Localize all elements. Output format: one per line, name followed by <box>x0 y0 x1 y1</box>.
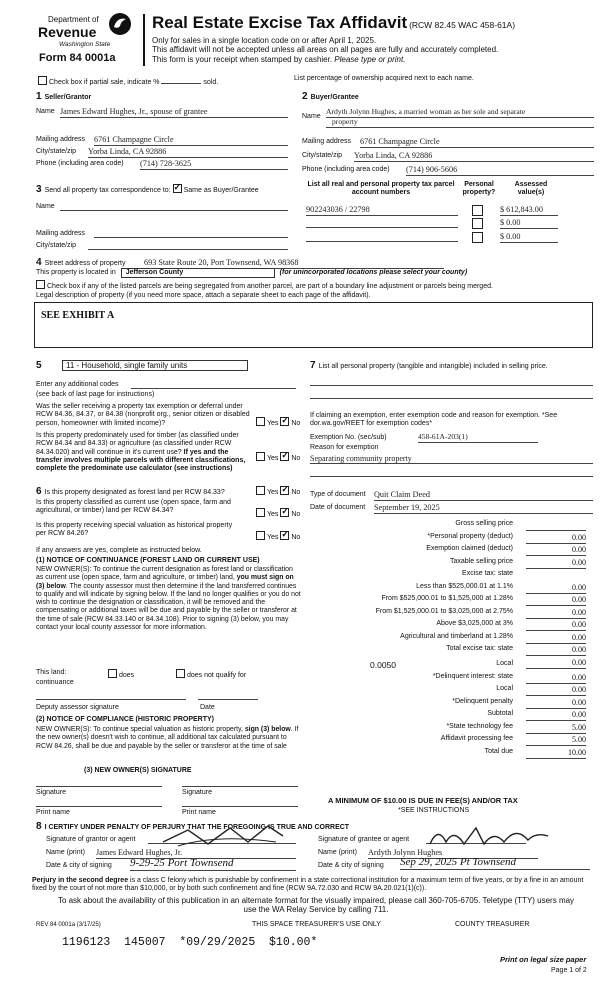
buyer-name-label: Name <box>302 113 321 120</box>
form-statute: (RCW 82.45 WAC 458-61A) <box>409 20 516 30</box>
q-timber-text <box>36 432 251 473</box>
doc-type-field[interactable]: Quit Claim Deed <box>374 490 593 501</box>
calc-label: *Personal property (deduct) <box>427 532 513 540</box>
calc-label: Agricultural and timberland at 1.28% <box>400 632 513 640</box>
seller-name-row <box>36 108 288 116</box>
parcel-number-3[interactable] <box>306 232 458 242</box>
seller-heading-text: Seller/Grantor <box>44 94 92 101</box>
personal-header: Personal property? <box>462 181 496 197</box>
section-3-number: 3 <box>36 184 42 195</box>
doc-date-label: Date of document <box>310 504 366 511</box>
doc-type-label: Type of document <box>310 491 366 498</box>
header-note-1: Only for sales in a single location code on or after April 1, 2025. <box>152 36 377 45</box>
ownership-instruction: List percentage of ownership acquired next to each name. <box>294 75 474 82</box>
calc-row-processing-fee <box>310 735 593 748</box>
form-title: Real Estate Excise Tax Affidavit <box>152 13 408 32</box>
notice-compliance-title: (2) NOTICE OF COMPLIANCE (HISTORIC PROPERTY) <box>36 716 214 723</box>
owner-print-line-2[interactable] <box>182 806 298 807</box>
tax-calculation <box>310 520 593 760</box>
see-instructions-note: *SEE INSTRUCTIONS <box>398 807 470 814</box>
q-current-use-no-checkbox[interactable] <box>280 508 289 517</box>
calc-label: Total due <box>484 747 513 755</box>
owner-print-label-1: Print name <box>36 809 70 816</box>
section-6-number: 6 <box>36 486 42 497</box>
buyer-name-field[interactable]: Ardyth Jolynn Hughes, a married woman as her sole and separate <box>326 108 594 118</box>
header-note-3-italic: Please type or print. <box>334 55 406 64</box>
calc-value[interactable]: 0.00 <box>526 608 586 619</box>
corr-city-field[interactable] <box>88 249 288 250</box>
seller-city-field[interactable]: Yorba Linda, CA 92886 <box>88 147 288 158</box>
grantor-sig-label: Signature of grantor or agent <box>46 836 136 843</box>
calc-label: Taxable selling price <box>449 557 513 565</box>
this-land-row <box>36 669 302 677</box>
section-2-number: 2 <box>302 91 308 102</box>
does-option <box>108 669 134 680</box>
does-label: does <box>119 672 135 679</box>
seller-name-label: Name <box>36 108 55 115</box>
grantor-signature-icon <box>158 822 288 850</box>
section-3-heading <box>36 184 259 196</box>
assessed-value-1[interactable]: $ 612,843.00 <box>500 205 558 216</box>
dept-line2: Revenue <box>38 24 97 40</box>
calc-row-delinquent-state <box>310 673 593 686</box>
q-forest-no-checkbox[interactable] <box>280 486 289 495</box>
q-forest-text: Is this property designated as forest land per RCW 84.33? <box>44 489 225 496</box>
additional-codes-row <box>36 381 296 389</box>
grantor-date-label: Date & city of signing <box>46 862 112 869</box>
cashier-stamp: 1196123 145007 *09/29/2025 $10.00* <box>62 936 318 949</box>
parcel-header: List all real and personal property tax parcel account numbers <box>307 181 455 197</box>
section-7-text: List all personal property (tangible and intangible) included in selling price. <box>318 363 548 370</box>
legal-description-label: Legal description of property (if you need more space, attach a separate sheet to each page of the affidavit). <box>36 292 371 299</box>
q-historic <box>36 522 300 539</box>
dept-line3: Washington State <box>59 41 111 48</box>
grantor-sig-row <box>46 836 296 844</box>
grantee-name-label: Name (print) <box>318 849 357 856</box>
buyer-city-row <box>302 152 594 160</box>
perjury-bold: Perjury in the second degree <box>32 877 129 884</box>
title-row <box>152 13 515 33</box>
calc-label: *State technology fee <box>446 722 513 730</box>
q-current-use-text: Is this property classified as current use (open space, farm and agricultural, or timber) land per RCW 84.34? <box>36 499 231 515</box>
grantor-date-field[interactable]: 9-29-25 Port Townsend <box>130 857 296 871</box>
treasurer-use-only: THIS SPACE TREASURER'S USE ONLY <box>252 921 381 928</box>
seller-city-row <box>36 148 288 156</box>
q-historic-yes-checkbox[interactable] <box>256 531 265 540</box>
section-7 <box>310 360 590 372</box>
owner-sig-line-1[interactable] <box>36 786 162 787</box>
q-current-use-answers <box>256 508 300 519</box>
calc-row-agri <box>310 633 593 646</box>
calc-row-subtotal <box>310 710 593 723</box>
calc-value[interactable] <box>526 520 586 531</box>
corr-city-row <box>36 242 288 250</box>
calc-label: Local <box>496 659 513 667</box>
county-select[interactable]: Jefferson County <box>121 268 275 278</box>
partial-sale-label: Check box if partial sale, indicate % <box>49 79 160 86</box>
calc-label: Local <box>496 685 513 692</box>
exemption-no-row <box>310 434 593 442</box>
exemption-no-field[interactable]: 458-61A-203(1) <box>418 433 538 443</box>
calc-label: Affidavit processing fee <box>440 735 513 742</box>
dept-line1: Department of <box>48 15 99 24</box>
new-owner-sig-title: (3) NEW OWNER(S) SIGNATURE <box>84 767 192 774</box>
notice-compliance-c: . If the new owner(s) doesn't wish to continue, all additional tax calculated pursuant to RCW 84.26, shall be due and payable by the seller or transferor at the time of sale <box>36 726 299 750</box>
section-5-number: 5 <box>36 360 42 371</box>
seller-mail-row <box>36 136 288 144</box>
seller-city-label: City/state/zip <box>36 148 77 155</box>
notice-continuance-b: you must sign on (3) below <box>36 574 294 590</box>
q-forest-answers <box>256 486 300 497</box>
calc-value[interactable]: 0.00 <box>526 685 586 696</box>
buyer-phone-label: Phone (including area code) <box>302 166 390 173</box>
calc-row-tech-fee <box>310 723 593 736</box>
q-historic-text: Is this property receiving special valuation as historical property per RCW 84.26? <box>36 522 233 538</box>
buyer-heading <box>302 91 359 103</box>
same-as-buyer-checkbox[interactable] <box>173 184 182 193</box>
perjury-statement <box>32 877 594 893</box>
personal-property-line-1[interactable] <box>310 385 593 386</box>
reason-line-2[interactable] <box>310 476 593 477</box>
legal-description-text: SEE EXHIBIT A <box>41 310 115 321</box>
seller-phone-row <box>36 160 288 168</box>
calc-row-total-due <box>310 748 593 761</box>
section-4-number: 4 <box>36 257 42 268</box>
notice-compliance-body <box>36 726 302 751</box>
calc-label: *Delinquent interest: state <box>432 672 513 680</box>
personal-checkbox-2[interactable] <box>472 218 483 229</box>
assessed-value-2[interactable]: $ 0.00 <box>500 218 558 229</box>
reason-field[interactable]: Separating community property <box>310 454 593 464</box>
q-timber-answers <box>256 452 300 463</box>
personal-checkbox-3[interactable] <box>472 232 483 243</box>
calc-value[interactable]: 0.00 <box>526 673 586 684</box>
q-exemption-no-checkbox[interactable] <box>280 417 289 426</box>
buyer-city-field[interactable]: Yorba Linda, CA 92886 <box>354 151 594 162</box>
calc-value[interactable]: 0.00 <box>526 620 586 631</box>
calc-row-local <box>310 658 593 673</box>
corr-mail-row <box>36 230 288 238</box>
parcel-row-3 <box>306 232 596 244</box>
calc-row-tier1 <box>310 583 593 596</box>
parcel-row-1 <box>306 205 596 217</box>
corr-name-label: Name <box>36 203 55 210</box>
additional-codes-note: (see back of last page for instructions) <box>36 391 155 398</box>
perjury-text: is a class C felony which is punishable by confinement in a state correctional institution for a maximum term of five years, or by a fine in an amount fixed by the court of not more than $10,000, or by both such confinement and fine (RCW 9A.72.030 and RCW 9A.20.021(1)(c)). <box>32 877 584 893</box>
parcel-number-2[interactable] <box>306 218 458 228</box>
notice-continuance-c: . The county assessor must then determine if the land transferred continues to qualify and will indicate by signing below. If the land no longer qualifies or you do not wish to continue the designation or classification, it will be removed and the compensating or additional taxes will be due and payable by the seller or transferor at the time of sale (RCW 84.33.140 or 84.34.108). Prior to signing (3) below, you may contact your local county assessor for more information. <box>36 582 301 631</box>
section-5-row <box>36 360 188 372</box>
partial-sold-label: sold. <box>203 79 219 86</box>
q-current-use-yes-checkbox[interactable] <box>256 508 265 517</box>
grantee-signature-icon <box>424 822 554 850</box>
calc-label: *Delinquent penalty <box>452 697 513 705</box>
corr-mail-field[interactable] <box>94 237 288 238</box>
notice-continuance-a: NEW OWNER(S): To continue the current designation as forest land or classification as current use (open space, farm and agriculture, or timber) land, <box>36 566 293 582</box>
assessed-value-3[interactable]: $ 0.00 <box>500 232 558 243</box>
corr-name-field[interactable] <box>60 210 288 211</box>
doc-date-row <box>310 504 593 512</box>
q-timber-no-label: No <box>291 455 301 462</box>
q-exemption <box>36 403 300 428</box>
calc-row-personal <box>310 533 593 546</box>
owner-sig-line-2[interactable] <box>182 786 298 787</box>
q-current-use-no-label: No <box>291 511 301 518</box>
calc-row-delinquent-local <box>310 685 593 698</box>
grantee-date-field[interactable]: Sep 29, 2025 Pt Townsend <box>400 856 590 870</box>
calc-value[interactable]: 0.00 <box>526 633 586 644</box>
deputy-sig-label: Deputy assessor signature <box>36 704 119 711</box>
grantor-name-label: Name (print) <box>46 849 85 856</box>
exemption-intro: If claiming an exemption, enter exemption code and reason for exemption. *See dor.wa.gov/REET for exemption codes* <box>310 412 558 428</box>
calc-label: From $525,000.01 to $1,525,000 at 1.28% <box>381 595 513 602</box>
same-as-buyer-label: Same as Buyer/Grantee <box>183 187 259 194</box>
certify-text: I CERTIFY UNDER PENALTY OF PERJURY THAT THE FOREGOING IS TRUE AND CORRECT <box>44 824 350 831</box>
grantee-sig-label: Signature of grantee or agent <box>318 836 410 843</box>
header-note-3 <box>152 55 405 64</box>
q-historic-yes-label: Yes <box>267 534 279 541</box>
corr-mail-label: Mailing address <box>36 230 86 237</box>
wa-logo-icon <box>108 12 132 36</box>
buyer-name-field-2[interactable]: property <box>326 118 594 128</box>
buyer-mail-field[interactable]: 6761 Champagne Circle <box>360 137 594 148</box>
q-exemption-answers <box>256 417 300 428</box>
form-number: Form 84 0001a <box>39 52 116 64</box>
partial-sale-checkbox[interactable] <box>38 76 47 85</box>
legal-description-box[interactable] <box>34 302 593 348</box>
buyer-mail-row <box>302 138 594 146</box>
calc-value[interactable]: 0.00 <box>526 698 586 709</box>
q-timber-bold: If yes and the transfer involves multiple parcels with different classifications, complete the predominate use calculator (see instructions) <box>36 448 246 472</box>
calc-label: From $1,525,000.01 to $3,025,000 at 2.75% <box>375 607 513 615</box>
segregation-row <box>36 280 493 291</box>
located-label: This property is located in <box>36 269 116 276</box>
calc-label: Exemption claimed (deduct) <box>426 545 513 552</box>
section-7-number: 7 <box>310 360 316 371</box>
header-note-3-text: This form is your receipt when stamped by cashier. <box>152 55 335 64</box>
section-1-number: 1 <box>36 91 42 102</box>
calc-row-tier4 <box>310 620 593 633</box>
q-timber-plain: Is this property predominately used for timber (as classified under RCW 84.34 and 84.33) or agriculture (as classified under RCW 84.34.020) and will continue in it's current use? <box>36 432 239 456</box>
notice-continuance-title: (1) NOTICE OF CONTINUANCE (FOREST LAND OR CURRENT USE) <box>36 557 260 564</box>
grantee-name-field[interactable]: Ardyth Jolynn Hughes <box>368 848 538 859</box>
q-forest-no-label: No <box>291 489 301 496</box>
buyer-heading-text: Buyer/Grantee <box>310 94 359 101</box>
deputy-sig-line[interactable] <box>36 699 186 700</box>
does-checkbox[interactable] <box>108 669 117 678</box>
calc-value[interactable]: 0.00 <box>526 645 586 656</box>
q-forest-yes-checkbox[interactable] <box>256 486 265 495</box>
header-note-2: This affidavit will not be accepted unless all areas on all pages are fully and accurately completed. <box>152 45 499 54</box>
seller-mail-field[interactable]: 6761 Champagne Circle <box>94 135 288 146</box>
segregation-checkbox[interactable] <box>36 280 45 289</box>
q-timber <box>36 432 300 473</box>
grantee-date-row <box>318 856 593 870</box>
calc-row-tier2 <box>310 595 593 608</box>
owner-sig-label-1: Signature <box>36 789 66 796</box>
calc-label: Excise tax: state <box>462 570 513 577</box>
q-exemption-yes-checkbox[interactable] <box>256 417 265 426</box>
calc-label: Above $3,025,000 at 3% <box>436 620 513 627</box>
reason-label: Reason for exemption <box>310 444 379 451</box>
q-current-use-yes-label: Yes <box>267 511 279 518</box>
seller-name-field[interactable]: James Edward Hughes, Jr., spouse of grantee <box>60 107 288 118</box>
seller-heading <box>36 91 91 103</box>
seller-phone-field[interactable]: (714) 728-3625 <box>140 159 288 170</box>
deputy-date-label: Date <box>200 704 215 711</box>
rev-number: REV 84 0001a (3/17/25) <box>36 922 101 928</box>
section-3-text: Send all property tax correspondence to: <box>44 187 171 194</box>
q-timber-yes-checkbox[interactable] <box>256 452 265 461</box>
buyer-mail-label: Mailing address <box>302 138 352 145</box>
buyer-phone-row <box>302 166 594 174</box>
calc-label: Subtotal <box>487 710 513 717</box>
exemption-no-label: Exemption No. (sec/sub) <box>310 434 387 441</box>
doc-date-field[interactable]: September 19, 2025 <box>374 503 593 514</box>
calc-row-gross <box>310 520 593 533</box>
q-forest <box>36 486 300 498</box>
notice-compliance-b: sign (3) below <box>244 726 291 733</box>
q-forest-yes-label: Yes <box>267 489 279 496</box>
use-code-select[interactable]: 11 - Household, single family units <box>62 360 248 371</box>
owner-print-label-2: Print name <box>182 809 216 816</box>
q-current-use <box>36 499 300 516</box>
calc-value[interactable]: 0.00 <box>526 533 586 544</box>
does-not-label: does not qualify for <box>187 672 247 679</box>
parcel-number-1[interactable]: 902243036 / 22798 <box>306 205 458 216</box>
q-exemption-yes-label: Yes <box>267 420 279 427</box>
calc-value[interactable]: 0.00 <box>526 595 586 606</box>
street-label: Street address of property <box>44 260 126 267</box>
grantee-sig-row <box>318 836 593 844</box>
q-exemption-no-label: No <box>291 420 301 427</box>
calc-row-taxable <box>310 558 593 571</box>
legal-size-note: Print on legal size paper <box>500 955 587 964</box>
notice-compliance-a: NEW OWNER(S): To continue special valuation as historic property, <box>36 726 245 733</box>
segregation-label: Check box if any of the listed parcels are being segregated from another parcel, are part of a boundary line adjustment or parcels being merged. <box>47 283 493 290</box>
header-divider <box>143 14 145 66</box>
calc-value[interactable]: 0.00 <box>526 545 586 556</box>
q-timber-no-checkbox[interactable] <box>280 452 289 461</box>
q-historic-answers <box>256 531 300 542</box>
corr-name-row <box>36 203 288 211</box>
minimum-due-note: A MINIMUM OF $10.00 IS DUE IN FEE(S) AND/OR TAX <box>328 796 518 805</box>
calc-row-penalty <box>310 698 593 711</box>
calc-value[interactable]: 10.00 <box>526 748 586 759</box>
calc-value[interactable]: 0.00 <box>526 583 586 594</box>
calc-row-total-state <box>310 645 593 658</box>
calc-row-exemption <box>310 545 593 558</box>
q-historic-no-label: No <box>291 534 301 541</box>
q-exemption-text: Was the seller receiving a property tax exemption or deferral under RCW 84.36, 84.37, or 84.38 (nonprofit org., senior citizen or disabled person, homeowner with limited income)? <box>36 403 250 427</box>
calc-value[interactable]: 0.00 <box>526 710 586 721</box>
continuance-label: continuance <box>36 679 74 686</box>
owner-print-line-1[interactable] <box>36 806 162 807</box>
calc-value[interactable]: 5.00 <box>526 723 586 734</box>
page-number: Page 1 of 2 <box>551 967 587 974</box>
availability-note: To ask about the availability of this publication in an alternate format for the visually impaired, please call 360-705-6705. Teletype (TTY) users may use the WA Relay Service by calling 711. <box>57 896 575 914</box>
grantor-name-row <box>46 849 296 857</box>
assessed-header: Assessed value(s) <box>514 181 548 197</box>
calc-row-tier3 <box>310 608 593 621</box>
partial-percent-field[interactable] <box>161 83 201 84</box>
calc-value[interactable]: 0.00 <box>526 658 586 669</box>
county-note: (for unincorporated locations please select your county) <box>279 269 468 276</box>
calc-row-excise-heading <box>310 570 593 583</box>
owner-sig-label-2: Signature <box>182 789 212 796</box>
section-8-number: 8 <box>36 821 42 832</box>
personal-checkbox-1[interactable] <box>472 205 483 216</box>
additional-codes-label: Enter any additional codes <box>36 381 119 388</box>
calc-label: Total excise tax: state <box>446 645 513 652</box>
county-treasurer: COUNTY TREASURER <box>455 921 530 928</box>
buyer-phone-field[interactable]: (714) 906-5606 <box>406 165 594 176</box>
grantor-date-row <box>46 857 296 870</box>
this-land-label: This land: <box>36 669 67 676</box>
does-not-checkbox[interactable] <box>176 669 185 678</box>
calc-label: Gross selling price <box>455 520 513 527</box>
calc-value[interactable]: 0.00 <box>526 558 586 569</box>
calc-label: Less than $525,000.01 at 1.1% <box>416 582 513 590</box>
additional-codes-field[interactable] <box>131 388 296 389</box>
q-historic-no-checkbox[interactable] <box>280 531 289 540</box>
if-yes-note: If any answers are yes, complete as instructed below. <box>36 547 202 554</box>
seller-mail-label: Mailing address <box>36 136 86 143</box>
county-row <box>36 268 467 278</box>
dor-logo <box>34 12 134 70</box>
seller-phone-label: Phone (including area code) <box>36 160 124 167</box>
grantee-date-label: Date & city of signing <box>318 862 384 869</box>
grantor-name-field[interactable]: James Edward Hughes, Jr. <box>96 848 296 859</box>
personal-property-line-2[interactable] <box>310 398 593 399</box>
street-field[interactable]: 693 State Route 20, Port Townsend, WA 98368 <box>144 258 444 269</box>
parcel-row-2 <box>306 218 596 230</box>
calc-value[interactable]: 5.00 <box>526 735 586 746</box>
buyer-city-label: City/state/zip <box>302 152 343 159</box>
partial-sale-row <box>38 76 218 87</box>
does-not-option <box>176 669 246 680</box>
local-rate[interactable]: 0.0050 <box>370 659 396 670</box>
corr-city-label: City/state/zip <box>36 242 77 249</box>
doc-type-row <box>310 491 593 499</box>
deputy-date-line[interactable] <box>198 699 258 700</box>
q-timber-yes-label: Yes <box>267 455 279 462</box>
notice-continuance-body <box>36 566 302 632</box>
